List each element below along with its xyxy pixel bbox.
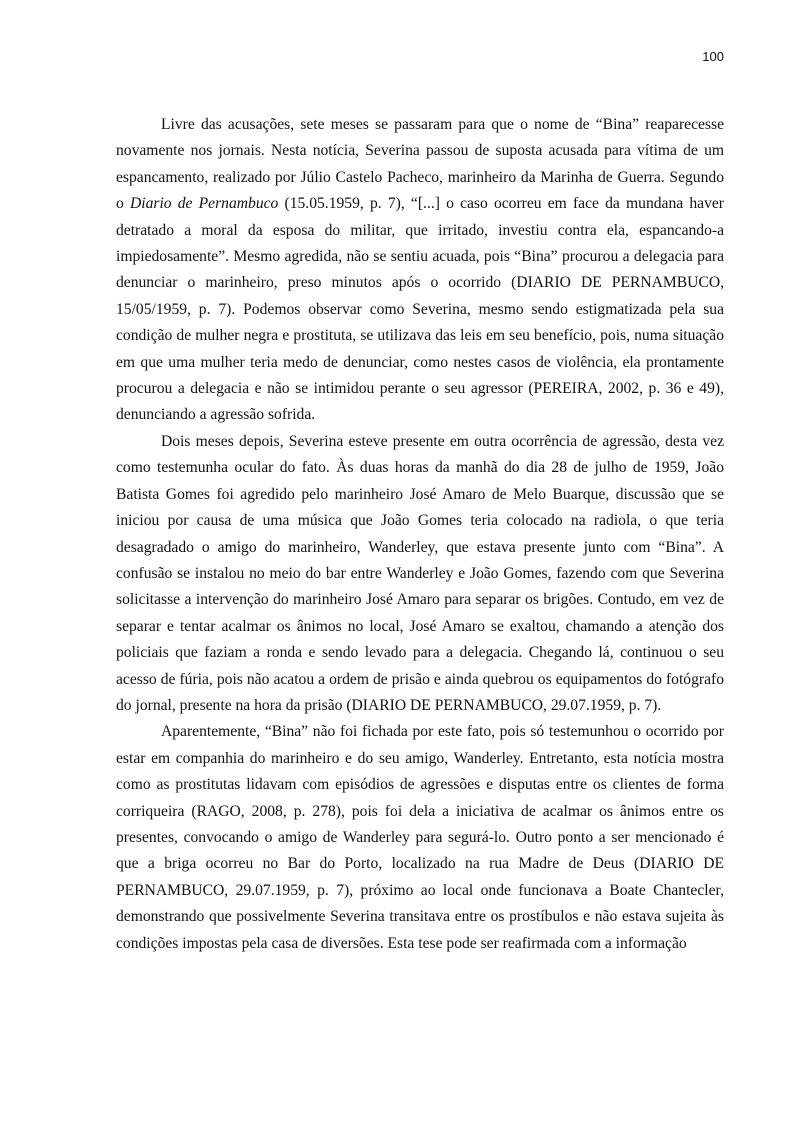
paragraph-text: (15.05.1959, p. 7), “[...] o caso ocorreu em face da mundana haver detratado a moral da esposa do militar, que irritado, investiu contra ela, espancando-a impiedosamente”. Mesmo agredida, não se sentiu acuada, pois “Bina” procurou a delegacia para denunciar o marinheiro, preso minutos após o ocorrido (DIARIO DE PERNAMBUCO, 15/05/1959, p. 7). Podemos observar como Severina, mesmo sendo estigmatizada pela sua condição de mulher negra e prostituta, se utilizava das leis em seu benefício, pois, numa situação em que uma mulher teria medo de denunciar, como nestes casos de violência, ela prontamente procurou a delegacia e não se intimidou perante o seu agressor (PEREIRA, 2002, p. 36 e 49), denunciando a agressão sofrida. [116, 195, 724, 424]
paragraph [116, 112, 724, 429]
paragraph: Aparentemente, “Bina” não foi fichada por este fato, pois só testemunhou o ocorrido por estar em companhia do marinheiro e do seu amigo, Wanderley. Entretanto, esta notícia mostra como as prostitutas lidavam com episódios de agressões e disputas entre os clientes de forma corriqueira (RAGO, 2008, p. 278), pois foi dela a iniciativa de acalmar os ânimos entre os presentes, convocando o amigo de Wanderley para segurá-lo. Outro ponto a ser mencionado é que a briga ocorreu no Bar do Porto, localizado na rua Madre de Deus (DIARIO DE PERNAMBUCO, 29.07.1959, p. 7), próximo ao local onde funcionava a Boate Chantecler, demonstrando que possivelmente Severina transitava entre os prostíbulos e não estava sujeita às condições impostas pela casa de diversões. Esta tese pode ser reafirmada com a informação [116, 723, 724, 952]
paragraph: Dois meses depois, Severina esteve presente em outra ocorrência de agressão, desta vez como testemunha ocular do fato. Às duas horas da manhã do dia 28 de julho de 1959, João Batista Gomes foi agredido pelo marinheiro José Amaro de Melo Buarque, discussão que se iniciou por causa de uma música que João Gomes teria colocado na radiola, o que teria desagradado o amigo do marinheiro, Wanderley, que estava presente junto com “Bina”. A confusão se instalou no meio do bar entre Wanderley e João Gomes, fazendo com que Severina solicitasse a intervenção do marinheiro José Amaro para separar os brigões. Contudo, em vez de separar e tentar acalmar os ânimos no local, José Amaro se exaltou, chamando a atenção dos policiais que faziam a ronda e sendo levado para a delegacia. Chegando lá, continuou o seu acesso de fúria, pois não acatou a ordem de prisão e ainda quebrou os equipamentos do fotógrafo do jornal, presente na hora da prisão (DIARIO DE PERNAMBUCO, 29.07.1959, p. 7). [116, 432, 724, 714]
newspaper-title: Diario de Pernambuco [129, 195, 279, 213]
body-text [116, 112, 724, 957]
page-number: 100 [702, 49, 724, 64]
paragraph-text: Livre das acusações, sete meses se passaram para que o nome de “Bina” reaparecesse novamente nos jornais. Nesta notícia, Severina passou de suposta acusada para vítima de um espancamento, realizado por Júlio Castelo Pacheco, marinheiro da Marinha de Guerra. Segundo o [116, 116, 724, 213]
